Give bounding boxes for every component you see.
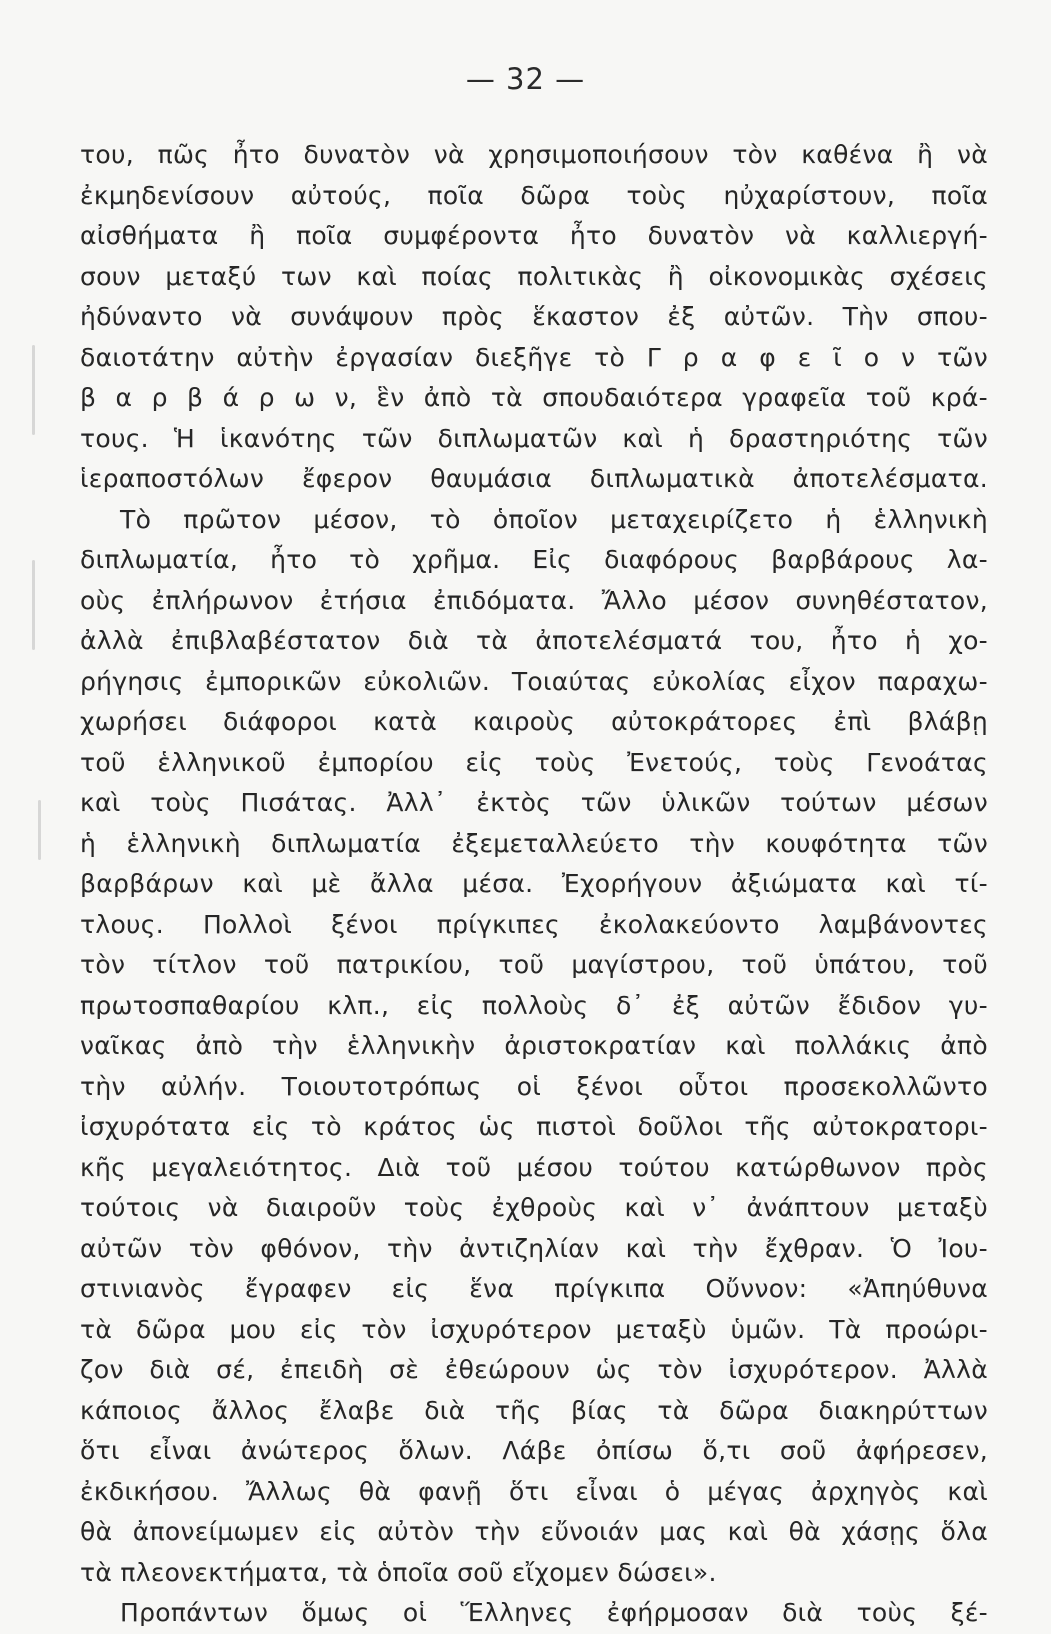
text-line: αὐτῶν τὸν φθόνον, τὴν ἀντιζηλίαν καὶ τὴν ἔχθραν. Ὁ Ἰου- xyxy=(80,1233,988,1263)
text-line: στινιανὸς ἔγραφεν εἰς ἕνα πρίγκιπα Οὔννον: «Ἀπηύθυνα xyxy=(80,1274,988,1303)
text-line: ὅτι εἶναι ἀνώτερος ὅλων. Λάβε ὀπίσω ὅ,τι σοῦ ἀφήρεσεν, xyxy=(80,1436,988,1465)
text-line: τὰ δῶρα μου εἰς τὸν ἰσχυρότερον μεταξὺ ὑμῶν. Τὰ προώρι- xyxy=(80,1314,988,1344)
text-line: ἱεραποστόλων ἔφερον θαυμάσια διπλωματικὰ ἀποτελέσματα. xyxy=(80,464,988,493)
text-line: αἰσθήματα ἢ ποῖα συμφέροντα ἦτο δυνατὸν νὰ καλλιεργή- xyxy=(80,221,988,250)
text-line: τους. Ἡ ἱκανότης τῶν διπλωματῶν καὶ ἡ δραστηριότης τῶν xyxy=(80,423,988,453)
text-line: κάποιος ἄλλος ἔλαβε διὰ τῆς βίας τὰ δῶρα διακηρύττων xyxy=(80,1395,988,1425)
text-line: πρωτοσπαθαρίου κλπ., εἰς πολλοὺς δ᾽ ἐξ αὐτῶν ἔδιδον γυ- xyxy=(80,990,988,1020)
text-line: ζον διὰ σέ, ἐπειδὴ σὲ ἐθεώρουν ὡς τὸν ἰσχυρότερον. Ἀλλὰ xyxy=(80,1355,988,1384)
text-line: καὶ τοὺς Πισάτας. Ἀλλ᾽ ἐκτὸς τῶν ὑλικῶν τούτων μέσων xyxy=(80,788,988,817)
body-text xyxy=(80,135,988,1634)
text-line: του, πῶς ἦτο δυνατὸν νὰ χρησιμοποιήσουν τὸν καθένα ἢ νὰ xyxy=(80,140,988,169)
text-line: τὸν τίτλον τοῦ πατρικίου, τοῦ μαγίστρου, τοῦ ὑπάτου, τοῦ xyxy=(80,950,988,979)
margin-pencil-mark xyxy=(32,345,35,435)
text-line: οὺς ἐπλήρωνον ἐτήσια ἐπιδόματα. Ἄλλο μέσον συνηθέστατον, xyxy=(80,585,988,615)
text-line: θὰ ἀπονείμωμεν εἰς αὐτὸν τὴν εὔνοιάν μας καὶ θὰ χάσῃς ὅλα xyxy=(80,1517,988,1546)
margin-pencil-mark xyxy=(38,800,41,860)
text-line: σουν μεταξύ των καὶ ποίας πολιτικὰς ἢ οἰκονομικὰς σχέσεις xyxy=(80,261,988,291)
margin-pencil-mark xyxy=(32,560,35,650)
text-line: ἀλλὰ ἐπιβλαβέστατον διὰ τὰ ἀποτελέσματά του, ἦτο ἡ χο- xyxy=(80,626,988,655)
text-line: ρήγησις ἐμπορικῶν εὐκολιῶν. Τοιαύτας εὐκολίας εἶχον παραχω- xyxy=(80,666,988,696)
text-line: ἡ ἑλληνικὴ διπλωματία ἐξεμεταλλεύετο τὴν κουφότητα τῶν xyxy=(80,828,988,858)
text-line: ναῖκας ἀπὸ τὴν ἑλληνικὴν ἀριστοκρατίαν καὶ πολλάκις ἀπὸ xyxy=(80,1031,988,1060)
text-line: ἰσχυρότατα εἰς τὸ κράτος ὡς πιστοὶ δοῦλοι τῆς αὐτοκρατορι- xyxy=(80,1112,988,1141)
text-line: δαιοτάτην αὐτὴν ἐργασίαν διεξῆγε τὸ Γ ρ α φ ε ῖ ο ν τῶν xyxy=(80,342,988,372)
text-line: διπλωματία, ἦτο τὸ χρῆμα. Εἰς διαφόρους βαρβάρους λα- xyxy=(80,545,988,574)
paragraph-start-line: Προπάντων ὅμως οἱ Ἕλληνες ἐφήρμοσαν διὰ τοὺς ξέ- xyxy=(120,1598,988,1627)
text-line: ἐκδικήσου. Ἄλλως θὰ φανῇ ὅτι εἶναι ὁ μέγας ἀρχηγὸς καὶ xyxy=(80,1476,988,1506)
text-line: τούτοις νὰ διαιροῦν τοὺς ἐχθροὺς καὶ ν᾽ ἀνάπτουν μεταξὺ xyxy=(80,1193,988,1222)
text-line: τλους. Πολλοὶ ξένοι πρίγκιπες ἐκολακεύοντο λαμβάνοντες xyxy=(80,909,988,939)
text-line: ἠδύναντο νὰ συνάψουν πρὸς ἕκαστον ἐξ αὐτῶν. Τὴν σπου- xyxy=(80,302,988,331)
text-line: βαρβάρων καὶ μὲ ἄλλα μέσα. Ἐχορήγουν ἀξιώματα καὶ τί- xyxy=(80,869,988,898)
text-line: β α ρ β ά ρ ω ν, ἓν ἀπὸ τὰ σπουδαιότερα γραφεῖα τοῦ κρά- xyxy=(80,383,988,412)
text-line: κῆς μεγαλειότητος. Διὰ τοῦ μέσου τούτου κατώρθωνον πρὸς xyxy=(80,1152,988,1182)
paragraph-end-line: τὰ πλεονεκτήματα, τὰ ὁποῖα σοῦ εἴχομεν δώσει». xyxy=(80,1557,717,1587)
text-line: ἐκμηδενίσουν αὐτούς, ποῖα δῶρα τοὺς ηὐχαρίστουν, ποῖα xyxy=(80,180,988,210)
text-line: τοῦ ἑλληνικοῦ ἐμπορίου εἰς τοὺς Ἐνετούς, τοὺς Γενοάτας xyxy=(80,747,988,777)
paragraph-start-line: Τὸ πρῶτον μέσον, τὸ ὁποῖον μεταχειρίζετο ἡ ἑλληνικὴ xyxy=(120,504,988,534)
page-number: — 32 — xyxy=(465,62,586,96)
text-line: χωρήσει διάφοροι κατὰ καιροὺς αὐτοκράτορες ἐπὶ βλάβῃ xyxy=(80,707,988,736)
text-line: τὴν αὐλήν. Τοιουτοτρόπως οἱ ξένοι οὗτοι προσεκολλῶντο xyxy=(80,1071,988,1101)
